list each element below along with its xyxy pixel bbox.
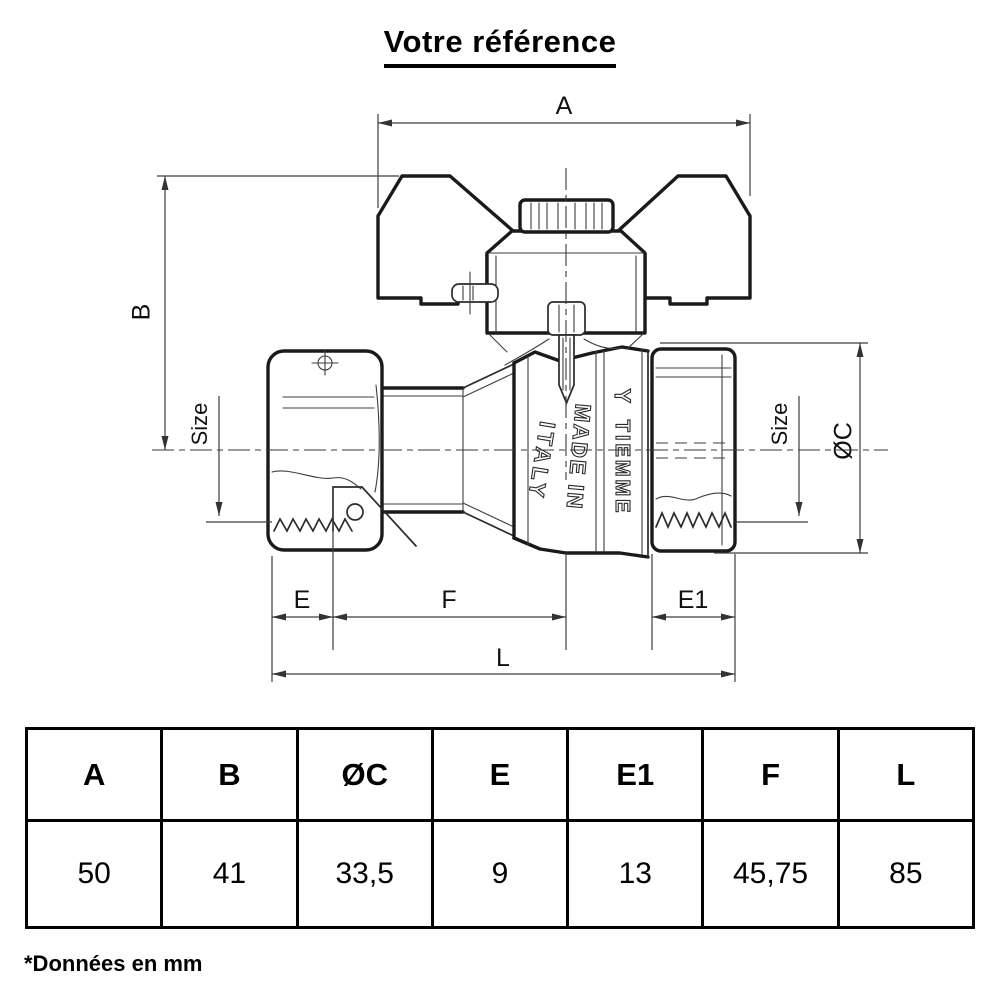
dimension-label-l: L — [496, 644, 510, 672]
table-header-e1: E1 — [568, 729, 703, 821]
table-header-f: F — [703, 729, 838, 821]
table-header-l: L — [838, 729, 973, 821]
dimension-label-e: E — [293, 586, 311, 614]
page-title-wrap — [0, 24, 1000, 68]
table-value-oc: 33,5 — [297, 821, 432, 928]
dimension-size-left — [187, 396, 272, 522]
dimension-size-right — [735, 396, 808, 522]
marking-italy: ITALY — [523, 419, 561, 503]
dimension-label-size-left: Size — [186, 402, 212, 446]
table-value-row — [27, 821, 974, 928]
table-header-row — [27, 729, 974, 821]
marking-brand — [610, 388, 635, 515]
table-value-l: 85 — [838, 821, 973, 928]
marking-made-in: MADE IN — [561, 402, 596, 512]
valve-technical-drawing — [0, 72, 1000, 712]
table-header-oc: ØC — [297, 729, 432, 821]
units-footnote: *Données en mm — [24, 951, 203, 976]
dimension-label-diameter-c: ØC — [829, 422, 858, 460]
page-title: Votre référence — [384, 24, 617, 68]
dimension-label-size-right: Size — [766, 402, 792, 446]
table-value-e1: 13 — [568, 821, 703, 928]
table-value-e: 9 — [432, 821, 567, 928]
table-value-a: 50 — [27, 821, 162, 928]
table-value-f: 45,75 — [703, 821, 838, 928]
dimension-label-a: A — [555, 92, 573, 120]
tiemme-logo-icon: Y — [610, 388, 636, 407]
table-header-a: A — [27, 729, 162, 821]
brand-text: TIEMME — [610, 419, 633, 516]
dimension-label-e1: E1 — [677, 586, 709, 614]
dimension-label-f: F — [441, 586, 457, 614]
table-value-b: 41 — [162, 821, 297, 928]
dimension-label-b: B — [127, 303, 156, 321]
table-header-e: E — [432, 729, 567, 821]
table-header-b: B — [162, 729, 297, 821]
dimensions-table — [25, 727, 975, 929]
